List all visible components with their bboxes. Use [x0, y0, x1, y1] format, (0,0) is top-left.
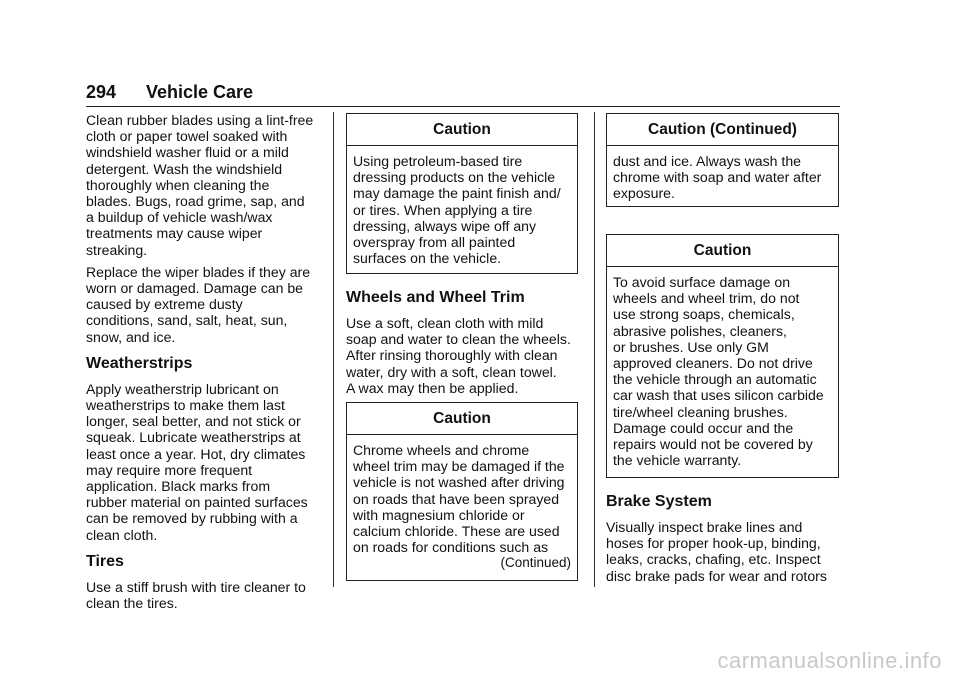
- text-line: approved cleaners. Do not drive: [613, 355, 813, 372]
- text-line: caused by extreme dusty: [86, 296, 243, 313]
- text-line: can be removed by rubbing with a: [86, 510, 298, 527]
- caution-box-chrome: [346, 402, 578, 581]
- text-line: chrome with soap and water after: [613, 169, 822, 186]
- tires-heading: Tires: [86, 552, 124, 570]
- text-line: Visually inspect brake lines and: [606, 519, 803, 535]
- text-line: exposure.: [613, 185, 675, 202]
- text-line: surfaces on the vehicle.: [353, 250, 502, 267]
- wheels-heading: Wheels and Wheel Trim: [346, 289, 525, 306]
- text-line: To avoid surface damage on: [613, 274, 791, 290]
- text-line: leaks, cracks, chafing, etc. Inspect: [606, 551, 821, 568]
- caution-body: [347, 146, 577, 266]
- text-line: wheels and wheel trim, do not: [613, 290, 800, 307]
- text-line: least once a year. Hot, dry climates: [86, 445, 306, 462]
- wheels-paragraph: [346, 315, 586, 396]
- text-line: the vehicle warranty.: [613, 452, 742, 469]
- text-line: squeak. Lubricate weatherstrips at: [86, 429, 301, 446]
- caution-body: [607, 267, 838, 468]
- caution-title: Caution: [347, 403, 577, 435]
- caution-box-continued: [606, 113, 839, 207]
- text-line: thoroughly when cleaning the: [86, 176, 270, 193]
- text-line: worn or damaged. Damage can be: [86, 280, 304, 297]
- text-line: streaking.: [86, 241, 148, 258]
- text-line: windshield washer fluid or a mild: [86, 144, 289, 161]
- column-divider-2: [594, 112, 595, 587]
- text-line: dressing, always wipe off any: [353, 217, 537, 234]
- text-line: detergent. Wash the windshield: [86, 160, 283, 177]
- text-line: cloth or paper towel soaked with: [86, 128, 288, 145]
- text-line: Use a stiff brush with tire cleaner to: [86, 578, 306, 595]
- text-line: soap and water to clean the wheels.: [346, 331, 571, 348]
- text-line: Use a soft, clean cloth with mild: [346, 315, 544, 331]
- text-line: treatments may cause wiper: [86, 225, 263, 242]
- text-line: clean the tires.: [86, 595, 178, 612]
- text-line: may damage the paint finish and/: [353, 185, 561, 202]
- header-rule: [86, 106, 840, 107]
- text-line: After rinsing thoroughly with clean: [346, 347, 558, 364]
- caution-title: Caution: [347, 114, 577, 146]
- continued-label: (Continued): [500, 555, 571, 571]
- tires-paragraph: [86, 579, 326, 611]
- text-line: longer, seal better, and not stick or: [86, 413, 301, 430]
- text-line: vehicle is not washed after driving: [353, 474, 565, 491]
- text-line: Apply weatherstrip lubricant on: [86, 380, 279, 397]
- caution-title: Caution: [607, 235, 838, 267]
- text-line: rubber material on painted surfaces: [86, 494, 308, 511]
- caution-box-surface-damage: [606, 234, 839, 478]
- page-number: 294: [86, 82, 117, 102]
- text-line: the vehicle through an automatic: [613, 371, 817, 388]
- text-line: calcium chloride. These are used: [353, 523, 560, 540]
- caution-title: Caution (Continued): [607, 114, 838, 146]
- text-line: clean cloth.: [86, 526, 158, 543]
- text-line: abrasive polishes, cleaners,: [613, 322, 787, 339]
- watermark: carmanualsonline.info: [717, 648, 942, 673]
- text-line: Damage could occur and the: [613, 419, 794, 436]
- caution-body: [607, 146, 838, 202]
- brake-heading: Brake System: [606, 493, 712, 510]
- text-line: blades. Bugs, road grime, sap, and: [86, 193, 305, 210]
- text-line: wheel trim may be damaged if the: [353, 458, 565, 475]
- column-divider-1: [333, 112, 334, 587]
- text-line: may require more frequent: [86, 461, 253, 478]
- wiper-paragraph-2: [86, 264, 326, 345]
- text-line: disc brake pads for wear and rotors: [606, 567, 827, 584]
- text-line: Clean rubber blades using a lint-free: [86, 112, 314, 128]
- text-line: dressing products on the vehicle: [353, 169, 556, 186]
- text-line: car wash that uses silicon carbide: [613, 387, 824, 404]
- weatherstrips-paragraph: [86, 381, 326, 543]
- text-line: conditions, sand, salt, heat, sun,: [86, 312, 288, 329]
- text-line: A wax may then be applied.: [346, 379, 519, 396]
- text-line: Using petroleum-based tire: [353, 153, 523, 169]
- text-line: with magnesium chloride or: [353, 506, 525, 523]
- text-line: Chrome wheels and chrome: [353, 442, 530, 458]
- text-line: application. Black marks from: [86, 478, 271, 495]
- text-line: snow, and ice.: [86, 328, 176, 345]
- text-line: a buildup of vehicle wash/wax: [86, 209, 273, 226]
- text-line: dust and ice. Always wash the: [613, 153, 802, 169]
- text-line: repairs would not be covered by: [613, 436, 813, 453]
- brake-paragraph: [606, 519, 846, 584]
- text-line: overspray from all painted: [353, 234, 516, 251]
- text-line: or tires. When applying a tire: [353, 201, 533, 218]
- text-line: or brushes. Use only GM: [613, 338, 769, 355]
- text-line: hoses for proper hook-up, binding,: [606, 535, 821, 552]
- caution-body: [347, 435, 577, 555]
- caution-box-petroleum: [346, 113, 578, 274]
- text-line: water, dry with a soft, clean towel.: [346, 363, 557, 380]
- column-1: [86, 112, 326, 617]
- section-title: Vehicle Care: [146, 82, 254, 102]
- text-line: weatherstrips to make them last: [86, 397, 285, 414]
- wiper-paragraph-1: [86, 112, 326, 258]
- text-line: use strong soaps, chemicals,: [613, 306, 795, 323]
- brake-section: [606, 483, 846, 590]
- text-line: tire/wheel cleaning brushes.: [613, 403, 788, 420]
- text-line: on roads that have been sprayed: [353, 490, 560, 507]
- wheels-section: [346, 279, 586, 402]
- weatherstrips-heading: Weatherstrips: [86, 354, 193, 372]
- text-line: Replace the wiper blades if they are: [86, 263, 311, 280]
- text-line: on roads for conditions such as: [353, 539, 549, 556]
